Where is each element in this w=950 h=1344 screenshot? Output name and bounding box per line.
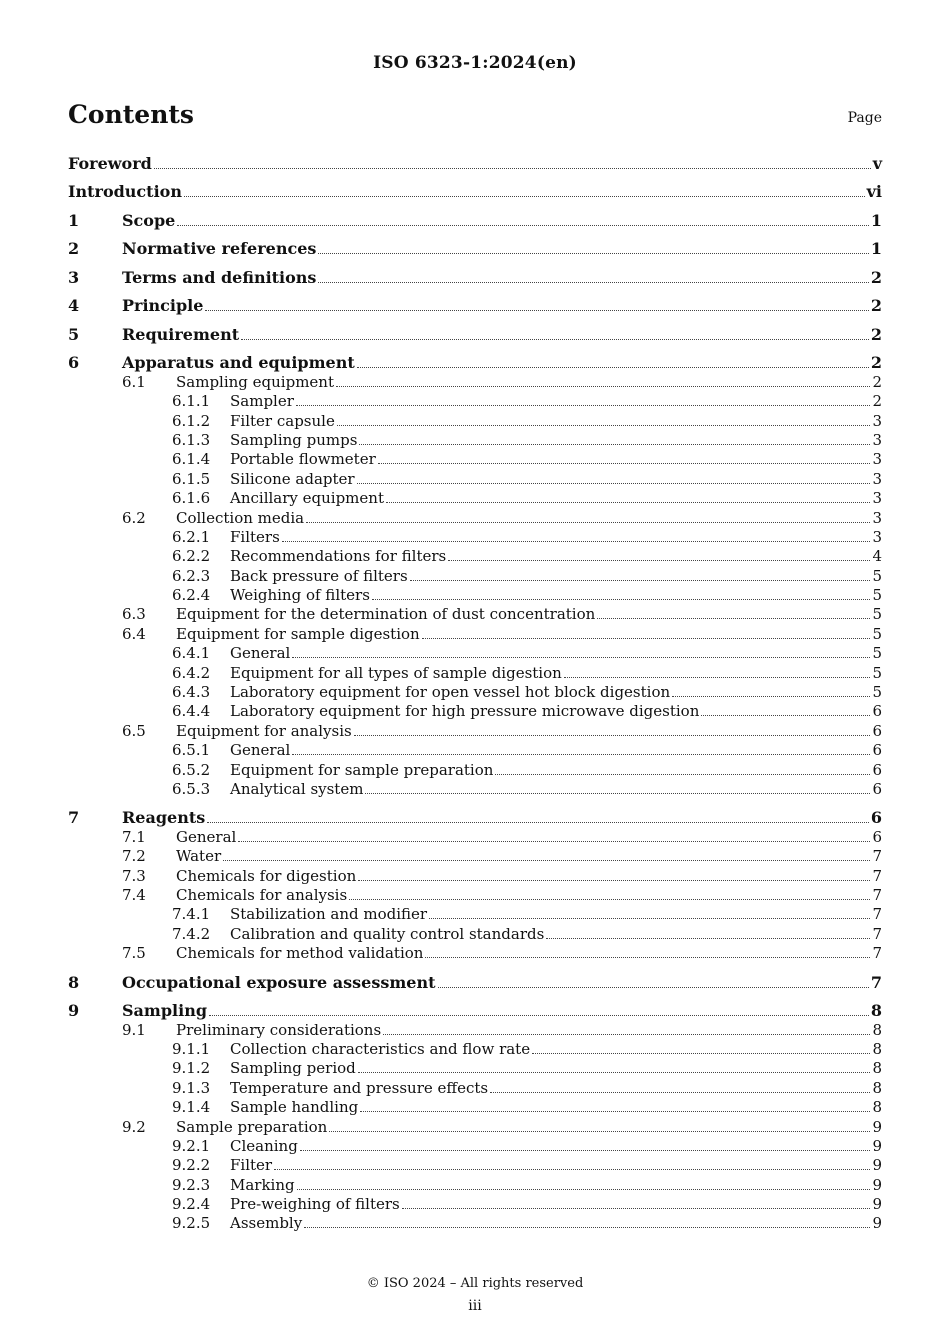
toc-leader-dots bbox=[292, 754, 870, 755]
toc-entry-page: 5 bbox=[872, 566, 882, 585]
toc-leader-dots bbox=[402, 1208, 871, 1209]
toc-leader-dots bbox=[672, 696, 870, 697]
toc-entry-page: 8 bbox=[870, 1001, 882, 1021]
toc-leader-dots bbox=[241, 339, 869, 340]
toc-entry-title: Equipment for sample digestion bbox=[176, 624, 420, 643]
toc-entry-page: 8 bbox=[872, 1078, 882, 1097]
toc-entry-page: 6 bbox=[872, 827, 882, 846]
toc-entry-page: 2 bbox=[872, 392, 882, 411]
toc-entry-number: 8 bbox=[68, 972, 80, 992]
toc-entry-title: Requirement bbox=[122, 324, 240, 344]
toc-entry-number: 6.2 bbox=[122, 508, 146, 527]
toc-entry-page: 5 bbox=[872, 624, 882, 643]
toc-entry-title: Filter capsule bbox=[230, 411, 335, 430]
toc-entry[interactable] bbox=[68, 528, 882, 547]
toc-entry-page: 7 bbox=[872, 924, 882, 943]
toc-entry-title: Weighing of filters bbox=[230, 586, 370, 605]
toc-leader-dots bbox=[154, 168, 871, 169]
toc-leader-dots bbox=[425, 957, 870, 958]
toc-entry-number: 6.4 bbox=[122, 624, 146, 643]
toc-entry-title: Terms and definitions bbox=[122, 267, 317, 287]
toc-leader-dots bbox=[448, 560, 870, 561]
toc-entry-title: Sample preparation bbox=[176, 1117, 328, 1136]
toc-entry-title: Cleaning bbox=[230, 1136, 298, 1155]
toc-leader-dots bbox=[205, 310, 868, 311]
toc-entry-title: Equipment for the determination of dust concentration bbox=[176, 605, 596, 624]
toc-entry-page: 6 bbox=[870, 808, 882, 828]
toc-entry-page: 5 bbox=[872, 605, 882, 624]
toc-entry-title: Sampling bbox=[122, 1001, 208, 1021]
toc-entry-number: 9.1.1 bbox=[172, 1039, 211, 1058]
toc-entry-number: 7 bbox=[68, 808, 80, 828]
toc-entry-page: 7 bbox=[872, 905, 882, 924]
toc-entry-number: 9.2.2 bbox=[172, 1156, 211, 1175]
toc-entry-number: 6.1.4 bbox=[172, 450, 211, 469]
toc-entry[interactable] bbox=[68, 1059, 882, 1078]
toc-entry[interactable] bbox=[68, 547, 882, 566]
toc-entry-title: Calibration and quality control standards bbox=[230, 924, 545, 943]
toc-entry[interactable] bbox=[68, 431, 882, 450]
toc-entry-page: 9 bbox=[872, 1117, 882, 1136]
toc-entry-title: Foreword bbox=[68, 154, 152, 173]
toc-entry-number: 6.4.3 bbox=[172, 683, 211, 702]
toc-entry[interactable] bbox=[68, 509, 882, 528]
toc-leader-dots bbox=[358, 880, 870, 881]
toc-entry-title: Equipment for all types of sample digestion bbox=[230, 663, 562, 682]
toc-entry-number: 3 bbox=[68, 267, 80, 287]
toc-entry[interactable] bbox=[68, 1214, 882, 1233]
toc-entry-number: 7.4.2 bbox=[172, 924, 211, 943]
toc-entry-title: Equipment for sample preparation bbox=[230, 760, 494, 779]
toc-entry-title: Collection characteristics and flow rate bbox=[230, 1039, 531, 1058]
toc-entry-page: 9 bbox=[872, 1136, 882, 1155]
toc-entry-title: Assembly bbox=[230, 1214, 303, 1233]
toc-entry-title: Analytical system bbox=[230, 779, 364, 798]
toc-leader-dots bbox=[207, 822, 869, 823]
toc-entry-number: 9.2.3 bbox=[172, 1175, 211, 1194]
toc-entry-number: 9.1.2 bbox=[172, 1059, 211, 1078]
toc-entry-page: 4 bbox=[872, 547, 882, 566]
toc-entry-page: 7 bbox=[872, 886, 882, 905]
toc-entry-page: 3 bbox=[872, 508, 882, 527]
toc-entry-page: 7 bbox=[872, 944, 882, 963]
toc-entry[interactable] bbox=[68, 905, 882, 924]
toc-leader-dots bbox=[177, 225, 869, 226]
toc-entry-title: Sampling period bbox=[230, 1059, 356, 1078]
toc-entry-number: 9.1.4 bbox=[172, 1098, 211, 1117]
toc-entry-title: Collection media bbox=[176, 508, 305, 527]
toc-entry[interactable] bbox=[68, 1001, 882, 1020]
toc-entry-title: Silicone adapter bbox=[230, 469, 355, 488]
toc-entry-number: 6.4.2 bbox=[172, 663, 211, 682]
toc-entry-number: 6.1.1 bbox=[172, 392, 211, 411]
toc-leader-dots bbox=[429, 918, 870, 919]
toc-entry[interactable] bbox=[68, 1137, 882, 1156]
toc-entry-number: 9.2.1 bbox=[172, 1136, 211, 1155]
toc-entry-title: Reagents bbox=[122, 808, 206, 828]
toc-entry-page: 2 bbox=[870, 296, 882, 316]
contents-heading: Contents bbox=[68, 100, 195, 129]
toc-leader-dots bbox=[238, 841, 870, 842]
toc-leader-dots bbox=[378, 463, 871, 464]
toc-entry-title: Temperature and pressure effects bbox=[230, 1078, 489, 1097]
toc-entry-title: Recommendations for filters bbox=[230, 547, 447, 566]
toc-entry[interactable] bbox=[68, 1176, 882, 1195]
toc-entry[interactable] bbox=[68, 741, 882, 760]
toc-entry-page: 9 bbox=[872, 1195, 882, 1214]
toc-entry-page: 3 bbox=[872, 450, 882, 469]
toc-entry-page: 5 bbox=[872, 683, 882, 702]
toc-entry[interactable] bbox=[68, 373, 882, 392]
toc-entry-number: 6 bbox=[68, 353, 80, 373]
toc-leader-dots bbox=[184, 196, 865, 197]
toc-leader-dots bbox=[354, 735, 871, 736]
toc-entry-title: General bbox=[230, 741, 291, 760]
toc-leader-dots bbox=[306, 522, 870, 523]
toc-entry[interactable] bbox=[68, 683, 882, 702]
toc-entry-number: 7.1 bbox=[122, 827, 146, 846]
toc-leader-dots bbox=[357, 483, 871, 484]
toc-entry-page: 6 bbox=[872, 741, 882, 760]
toc-entry[interactable] bbox=[68, 664, 882, 683]
toc-entry-number: 6.2.4 bbox=[172, 586, 211, 605]
copyright-notice: © ISO 2024 – All rights reserved bbox=[366, 1276, 584, 1291]
toc-leader-dots bbox=[532, 1053, 870, 1054]
toc-leader-dots bbox=[358, 1072, 871, 1073]
toc-entry[interactable] bbox=[68, 239, 882, 258]
toc-entry-number: 9.2 bbox=[122, 1117, 146, 1136]
toc-entry-page: 8 bbox=[872, 1020, 882, 1039]
toc-entry[interactable] bbox=[68, 489, 882, 508]
toc-entry-title: Ancillary equipment bbox=[230, 489, 384, 508]
toc-leader-dots bbox=[223, 860, 870, 861]
toc-leader-dots bbox=[490, 1092, 870, 1093]
toc-entry-number: 6.4.4 bbox=[172, 702, 211, 721]
toc-entry[interactable] bbox=[68, 412, 882, 431]
toc-entry[interactable] bbox=[68, 268, 882, 287]
toc-entry-title: Normative references bbox=[122, 239, 317, 259]
toc-entry-page: 3 bbox=[872, 469, 882, 488]
toc-entry[interactable] bbox=[68, 973, 882, 992]
toc-entry-title: Sample handling bbox=[230, 1098, 359, 1117]
toc-leader-dots bbox=[336, 386, 870, 387]
toc-leader-dots bbox=[701, 715, 870, 716]
toc-entry-page: 1 bbox=[870, 210, 882, 230]
toc-entry-title: General bbox=[176, 827, 237, 846]
toc-entry-page: 7 bbox=[872, 847, 882, 866]
toc-entry-page: 9 bbox=[872, 1214, 882, 1233]
toc-entry-title: Introduction bbox=[68, 182, 182, 202]
toc-entry[interactable] bbox=[68, 325, 882, 344]
toc-entry[interactable] bbox=[68, 808, 882, 827]
toc-leader-dots bbox=[383, 1034, 870, 1035]
toc-entry-page: vi bbox=[866, 182, 882, 202]
toc-leader-dots bbox=[359, 444, 870, 445]
toc-entry-title: Apparatus and equipment bbox=[122, 353, 355, 373]
toc-entry-title: Sampler bbox=[230, 392, 294, 411]
toc-entry-page: 2 bbox=[870, 324, 882, 344]
toc-leader-dots bbox=[495, 774, 870, 775]
toc-entry-title: Back pressure of filters bbox=[230, 566, 408, 585]
toc-entry[interactable] bbox=[68, 925, 882, 944]
toc-entry-title: Stabilization and modifier bbox=[230, 905, 428, 924]
toc-leader-dots bbox=[357, 367, 869, 368]
toc-entry-page: 2 bbox=[870, 267, 882, 287]
toc-entry-number: 6.1.3 bbox=[172, 430, 211, 449]
toc-entry[interactable] bbox=[68, 353, 882, 372]
toc-entry-number: 6.3 bbox=[122, 605, 146, 624]
toc-leader-dots bbox=[360, 1111, 870, 1112]
toc-entry[interactable] bbox=[68, 296, 882, 315]
toc-leader-dots bbox=[318, 282, 868, 283]
toc-entry-number: 6.2.1 bbox=[172, 527, 211, 546]
toc-entry-number: 7.5 bbox=[122, 944, 146, 963]
toc-entry[interactable] bbox=[68, 211, 882, 230]
toc-entry-number: 9.2.4 bbox=[172, 1195, 211, 1214]
toc-entry[interactable] bbox=[68, 1079, 882, 1098]
toc-entry-page: 6 bbox=[872, 721, 882, 740]
toc-entry[interactable] bbox=[68, 761, 882, 780]
toc-entry-title: Marking bbox=[230, 1175, 295, 1194]
toc-entry-title: Sampling pumps bbox=[230, 430, 358, 449]
toc-entry-number: 9.1.3 bbox=[172, 1078, 211, 1097]
toc-entry-page: 6 bbox=[872, 760, 882, 779]
toc-entry-title: Water bbox=[176, 847, 222, 866]
toc-entry-page: 9 bbox=[872, 1156, 882, 1175]
toc-leader-dots bbox=[329, 1131, 870, 1132]
toc-entry-title: Portable flowmeter bbox=[230, 450, 376, 469]
toc-entry-page: 8 bbox=[872, 1059, 882, 1078]
toc-entry-number: 6.1 bbox=[122, 372, 146, 391]
toc-entry[interactable] bbox=[68, 154, 882, 173]
toc-leader-dots bbox=[349, 899, 870, 900]
toc-entry-title: Filters bbox=[230, 527, 280, 546]
toc-entry[interactable] bbox=[68, 1021, 882, 1040]
toc-entry-title: Laboratory equipment for high pressure microwave digestion bbox=[230, 702, 700, 721]
toc-leader-dots bbox=[292, 657, 870, 658]
toc-entry[interactable] bbox=[68, 182, 882, 201]
toc-leader-dots bbox=[209, 1015, 869, 1016]
toc-entry-page: 7 bbox=[870, 972, 882, 992]
toc-entry[interactable] bbox=[68, 586, 882, 605]
toc-entry-title: Sampling equipment bbox=[176, 372, 334, 391]
toc-leader-dots bbox=[297, 1189, 871, 1190]
toc-entry-page: 1 bbox=[870, 239, 882, 259]
toc-leader-dots bbox=[337, 425, 871, 426]
toc-entry[interactable] bbox=[68, 567, 882, 586]
toc-entry-number: 6.5.3 bbox=[172, 779, 211, 798]
toc-entry-number: 5 bbox=[68, 324, 80, 344]
toc-entry-number: 2 bbox=[68, 239, 80, 259]
toc-entry[interactable] bbox=[68, 722, 882, 741]
toc-entry-number: 7.2 bbox=[122, 847, 146, 866]
toc-entry-number: 6.1.2 bbox=[172, 411, 211, 430]
toc-entry-page: 3 bbox=[872, 527, 882, 546]
toc-leader-dots bbox=[274, 1169, 870, 1170]
toc-entry-number: 7.4.1 bbox=[172, 905, 211, 924]
toc-leader-dots bbox=[372, 599, 871, 600]
toc-leader-dots bbox=[546, 938, 870, 939]
toc-entry-title: Principle bbox=[122, 296, 204, 316]
toc-leader-dots bbox=[282, 541, 871, 542]
toc-entry-number: 4 bbox=[68, 296, 80, 316]
toc-leader-dots bbox=[296, 405, 871, 406]
toc-entry-number: 6.2.3 bbox=[172, 566, 211, 585]
toc-entry-title: Scope bbox=[122, 210, 176, 230]
toc-entry[interactable] bbox=[68, 625, 882, 644]
toc-entry-page: 5 bbox=[872, 663, 882, 682]
toc-entry[interactable] bbox=[68, 1156, 882, 1175]
toc-entry[interactable] bbox=[68, 605, 882, 624]
toc-entry-title: Preliminary considerations bbox=[176, 1020, 382, 1039]
toc-entry-page: 8 bbox=[872, 1039, 882, 1058]
toc-entry-page: 5 bbox=[872, 644, 882, 663]
toc-entry-title: Chemicals for digestion bbox=[176, 866, 357, 885]
toc-leader-dots bbox=[300, 1150, 871, 1151]
toc-entry[interactable] bbox=[68, 470, 882, 489]
toc-entry-number: 7.3 bbox=[122, 866, 146, 885]
toc-leader-dots bbox=[318, 253, 868, 254]
toc-entry-title: General bbox=[230, 644, 291, 663]
toc-entry[interactable] bbox=[68, 886, 882, 905]
toc-entry[interactable] bbox=[68, 1118, 882, 1137]
toc-entry[interactable] bbox=[68, 1040, 882, 1059]
toc-entry-title: Filter bbox=[230, 1156, 273, 1175]
toc-entry[interactable] bbox=[68, 944, 882, 963]
toc-entry-number: 9.2.5 bbox=[172, 1214, 211, 1233]
toc-entry-title: Equipment for analysis bbox=[176, 721, 352, 740]
toc-entry-page: 8 bbox=[872, 1098, 882, 1117]
toc-entry-title: Chemicals for method validation bbox=[176, 944, 424, 963]
toc-entry-number: 6.5 bbox=[122, 721, 146, 740]
toc-entry[interactable] bbox=[68, 867, 882, 886]
toc-entry[interactable] bbox=[68, 780, 882, 799]
toc-leader-dots bbox=[365, 793, 870, 794]
toc-entry-number: 9.1 bbox=[122, 1020, 146, 1039]
toc-entry-page: 6 bbox=[872, 702, 882, 721]
toc-entry-page: 5 bbox=[872, 586, 882, 605]
toc-entry-page: 3 bbox=[872, 411, 882, 430]
toc-entry-page: 2 bbox=[872, 372, 882, 391]
toc-entry-page: 7 bbox=[872, 866, 882, 885]
toc-entry-number: 6.4.1 bbox=[172, 644, 211, 663]
toc-entry[interactable] bbox=[68, 847, 882, 866]
toc-entry[interactable] bbox=[68, 1098, 882, 1117]
toc-entry-title: Chemicals for analysis bbox=[176, 886, 348, 905]
toc-entry[interactable] bbox=[68, 450, 882, 469]
toc-entry-number: 9 bbox=[68, 1001, 80, 1021]
toc-leader-dots bbox=[422, 638, 871, 639]
toc-entry[interactable] bbox=[68, 1195, 882, 1214]
page-number: iii bbox=[468, 1298, 482, 1314]
toc-entry-page: v bbox=[872, 154, 882, 173]
toc-entry-page: 3 bbox=[872, 430, 882, 449]
toc-leader-dots bbox=[386, 502, 870, 503]
page-column-label: Page bbox=[847, 110, 882, 126]
toc-entry-number: 6.5.1 bbox=[172, 741, 211, 760]
toc-entry-title: Pre-weighing of filters bbox=[230, 1195, 400, 1214]
toc-leader-dots bbox=[597, 618, 870, 619]
toc-entry[interactable] bbox=[68, 702, 882, 721]
toc-entry-number: 6.5.2 bbox=[172, 760, 211, 779]
toc-leader-dots bbox=[410, 580, 871, 581]
toc-entry-number: 1 bbox=[68, 210, 80, 230]
toc-entry-title: Occupational exposure assessment bbox=[122, 972, 436, 992]
toc-entry-page: 6 bbox=[872, 779, 882, 798]
toc-leader-dots bbox=[304, 1227, 870, 1228]
toc-entry-number: 6.1.5 bbox=[172, 469, 211, 488]
toc-entry-number: 6.1.6 bbox=[172, 489, 211, 508]
toc-leader-dots bbox=[438, 987, 869, 988]
toc-entry-title: Laboratory equipment for open vessel hot block digestion bbox=[230, 683, 671, 702]
toc-entry-page: 9 bbox=[872, 1175, 882, 1194]
document-identifier: ISO 6323-1:2024(en) bbox=[373, 53, 577, 73]
toc-entry-number: 6.2.2 bbox=[172, 547, 211, 566]
toc-entry[interactable] bbox=[68, 392, 882, 411]
toc-entry-page: 3 bbox=[872, 489, 882, 508]
toc-entry[interactable] bbox=[68, 644, 882, 663]
toc-leader-dots bbox=[564, 677, 871, 678]
toc-entry-page: 2 bbox=[870, 353, 882, 373]
table-of-contents bbox=[68, 154, 882, 1234]
toc-entry[interactable] bbox=[68, 828, 882, 847]
toc-entry-number: 7.4 bbox=[122, 886, 146, 905]
